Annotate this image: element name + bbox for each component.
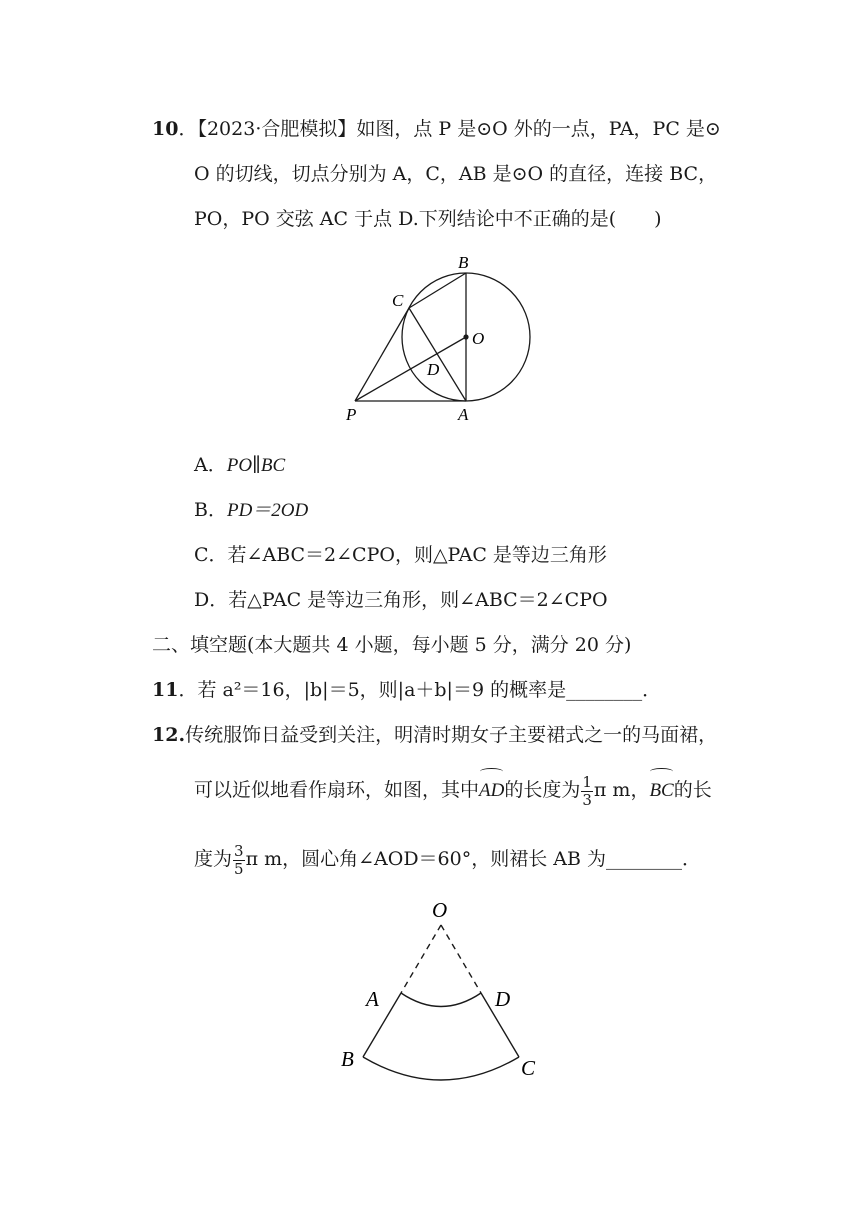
sector-label-c: C: [521, 1056, 536, 1080]
q10-text-line3: PO，PO 交弦 AC 于点 D.下列结论中不正确的是( ): [194, 208, 662, 230]
q12-line3: [194, 839, 701, 879]
fraction1-denominator: 3: [582, 790, 592, 809]
arc-ad: [401, 993, 481, 1007]
q11-line: [152, 677, 661, 703]
label-c: C: [392, 291, 404, 310]
q10-text-line2: O 的切线，切点分别为 A，C，AB 是⊙O 的直径，连接 BC，: [194, 163, 718, 185]
label-p: P: [346, 405, 357, 424]
label-o: O: [472, 329, 485, 348]
q10-option-b: [194, 497, 308, 524]
q10-line1: [152, 116, 721, 142]
sector-label-a: A: [366, 987, 379, 1011]
q12-line2-part-a: 可以近似地看作扇环，如图，其中: [194, 779, 480, 801]
arc-bc-label: BC: [649, 771, 673, 811]
option-b-letter: B．: [194, 499, 227, 521]
segment-po: [355, 337, 466, 401]
arc-bc: [363, 1057, 519, 1080]
q12-number: 12.: [152, 724, 186, 746]
sector-label-d: D: [495, 987, 511, 1011]
q11-text: ．若 a²＝16，|b|＝5，则|a＋b|＝9 的概率是________．: [178, 679, 662, 701]
q12-text-line1: 传统服饰日益受到关注，明清时期女子主要裙式之一的马面裙，: [185, 724, 718, 746]
option-b-text: PD＝2OD: [226, 500, 309, 521]
label-b: B: [458, 253, 469, 272]
q10-source: 【2023·合肥模拟】: [197, 118, 357, 140]
center-point-o: [463, 334, 468, 339]
chord-ac: [409, 308, 466, 401]
q10-dot: ．: [178, 118, 198, 140]
q12-line3-part-b: π m，圆心角∠AOD＝60°，则裙长 AB 为________．: [245, 848, 701, 870]
option-c-letter: C．: [194, 544, 228, 566]
q10-option-d: [194, 587, 608, 613]
q12-line3-part-a: 度为: [194, 848, 233, 870]
q11-number: 11: [152, 679, 179, 701]
q10-circle-figure: [330, 245, 560, 430]
dashed-oa: [401, 925, 441, 993]
fraction2-numerator: 3: [234, 841, 244, 860]
sector-label-b: B: [341, 1047, 354, 1071]
q10-option-c: [194, 542, 607, 568]
q12-line2-part-c: π m，: [593, 779, 650, 801]
q12-sector-figure: [330, 890, 550, 1085]
q12-line1: [152, 722, 717, 748]
fraction1-numerator: 1: [582, 772, 592, 791]
label-a: A: [458, 405, 469, 424]
q10-text-line1: 如图，点 P 是⊙O 外的一点，PA，PC 是⊙: [356, 118, 721, 140]
q12-line2-part-b: 的长度为: [504, 779, 581, 801]
dashed-od: [441, 925, 481, 993]
q12-line2-part-d: 的长: [673, 779, 712, 801]
arc-ad-label: AD: [479, 771, 504, 811]
chord-bc: [409, 273, 466, 308]
section2-heading: 二、填空题(本大题共 4 小题，每小题 5 分，满分 20 分): [152, 634, 632, 656]
tangent-pc: [355, 308, 409, 401]
fraction-one-third: [581, 774, 593, 809]
option-c-text: 若∠ABC＝2∠CPO，则△PAC 是等边三角形: [227, 544, 607, 566]
option-a-text: PO∥BC: [226, 455, 286, 476]
sector-label-o: O: [432, 898, 448, 922]
option-d-letter: D．: [194, 589, 229, 611]
q12-line2: [194, 770, 712, 811]
option-a-letter: A．: [194, 454, 227, 476]
fraction2-denominator: 5: [234, 859, 244, 878]
option-d-text: 若△PAC 是等边三角形，则∠ABC＝2∠CPO: [228, 589, 608, 611]
label-d: D: [427, 360, 440, 379]
q10-number: 10: [152, 118, 179, 140]
q10-option-a: [194, 452, 285, 479]
fraction-three-fifths: [233, 843, 245, 878]
